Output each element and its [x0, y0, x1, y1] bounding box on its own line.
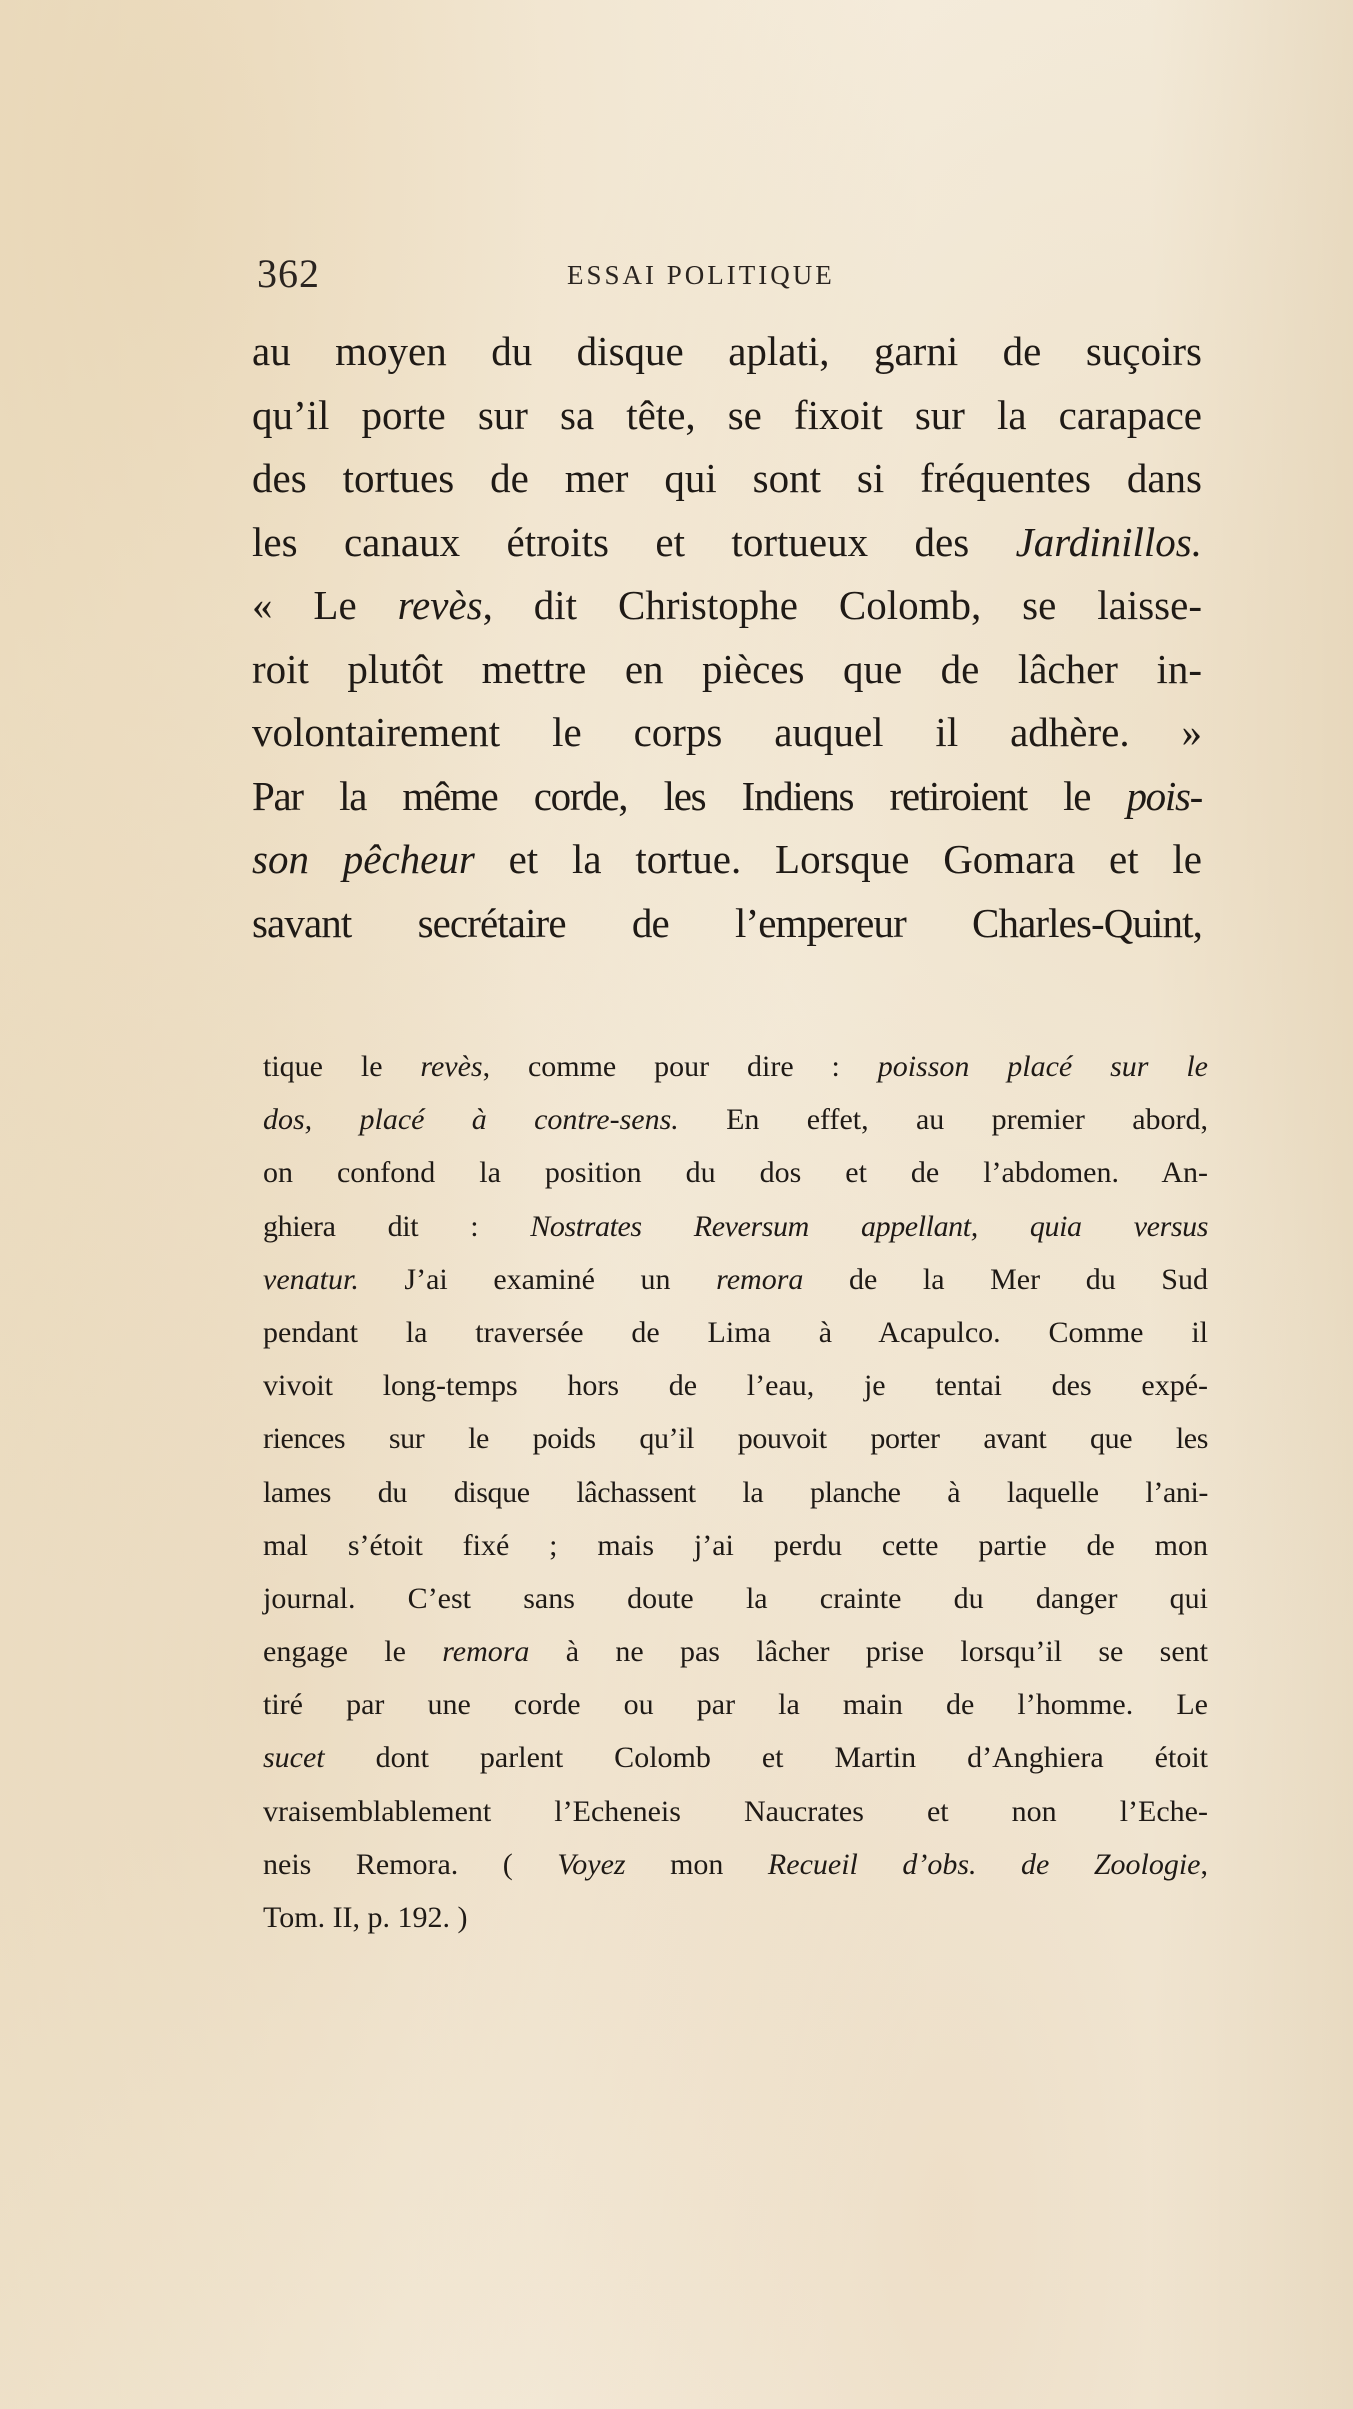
italic-term: son pêcheur: [252, 836, 475, 882]
footnote-line: dos, placé à contre-sens. En effet, au premier abord,: [263, 1103, 1208, 1137]
page-header: [257, 250, 1197, 300]
footnote-line: vraisemblablement l’Echeneis Naucrates et non l’Eche-: [263, 1794, 1208, 1828]
footnote-line: neis Remora. ( Voyez mon Recueil d’obs. de Zoologie,: [263, 1847, 1209, 1881]
text-line: Par la même corde, les Indiens retiroient le pois-: [252, 772, 1202, 819]
italic-term: remora: [442, 1635, 530, 1669]
italic-term: poisson placé sur le: [877, 1050, 1208, 1083]
italic-term: venatur.: [263, 1262, 359, 1296]
italic-term: Voyez: [557, 1847, 626, 1881]
text-line: qu’il porte sur sa tête, se fixoit sur la carapace: [252, 391, 1202, 438]
italic-term: remora: [716, 1262, 804, 1296]
footnote-line: mal s’étoit fixé ; mais j’ai perdu cette partie de mon: [263, 1528, 1208, 1562]
footnote-block: [263, 1040, 1208, 1944]
footnote-line: tiré par une corde ou par la main de l’homme. Le: [263, 1688, 1208, 1722]
footnote-line: on confond la position du dos et de l’abdomen. An-: [263, 1156, 1208, 1190]
text-line: au moyen du disque aplati, garni de suçoirs: [252, 328, 1202, 374]
text-line: roit plutôt mettre en pièces que de lâcher in-: [252, 645, 1202, 692]
footnote-line: sucet dont parlent Colomb et Martin d’Anghiera étoit: [263, 1741, 1208, 1775]
running-head: ESSAI POLITIQUE: [567, 260, 835, 290]
italic-term: Recueil d’obs. de Zoologie: [767, 1847, 1201, 1881]
footnote-line: pendant la traversée de Lima à Acapulco. Comme il: [263, 1315, 1208, 1349]
page-number: 362: [257, 251, 320, 296]
italic-term: pois-: [1126, 772, 1202, 819]
italic-term: dos, placé à contre-sens.: [263, 1103, 679, 1137]
footnote-line: engage le remora à ne pas lâcher prise lorsqu’il se sent: [263, 1635, 1208, 1669]
italic-term: revès: [397, 582, 483, 628]
text-line: « Le revès, dit Christophe Colomb, se laisse-: [252, 582, 1202, 628]
footnote-line: venatur. J’ai examiné un remora de la Mer du Sud: [263, 1262, 1208, 1296]
footnote-line: Tom. II, p. 192. ): [263, 1901, 468, 1934]
main-text-block: [252, 320, 1202, 955]
footnote-line: ghiera dit : Nostrates Reversum appellant, quia versus: [263, 1209, 1209, 1243]
footnote-line: journal. C’est sans doute la crainte du danger qui: [263, 1581, 1208, 1615]
text-line: savant secrétaire de l’empereur Charles-Quint,: [252, 899, 1202, 946]
footnote-line: tique le revès, comme pour dire : poisson placé sur le: [263, 1050, 1208, 1083]
footnote-line: lames du disque lâchassent la planche à laquelle l’ani-: [263, 1475, 1208, 1509]
italic-term: Jardinillos.: [1015, 518, 1202, 565]
text-line: son pêcheur et la tortue. Lorsque Gomara et le: [252, 836, 1203, 882]
italic-term: revès: [420, 1050, 483, 1083]
text-line: volontairement le corps auquel il adhère. »: [252, 709, 1202, 755]
footnote-line: vivoit long-temps hors de l’eau, je tentai des expé-: [263, 1369, 1208, 1403]
text-line: les canaux étroits et tortueux des Jardinillos.: [252, 518, 1202, 565]
italic-term: Nostrates Reversum appellant, quia versus: [530, 1209, 1209, 1243]
footnote-line: riences sur le poids qu’il pouvoit porter avant que les: [263, 1422, 1208, 1456]
italic-term: sucet: [263, 1741, 325, 1775]
text-line: des tortues de mer qui sont si fréquentes dans: [252, 455, 1202, 501]
